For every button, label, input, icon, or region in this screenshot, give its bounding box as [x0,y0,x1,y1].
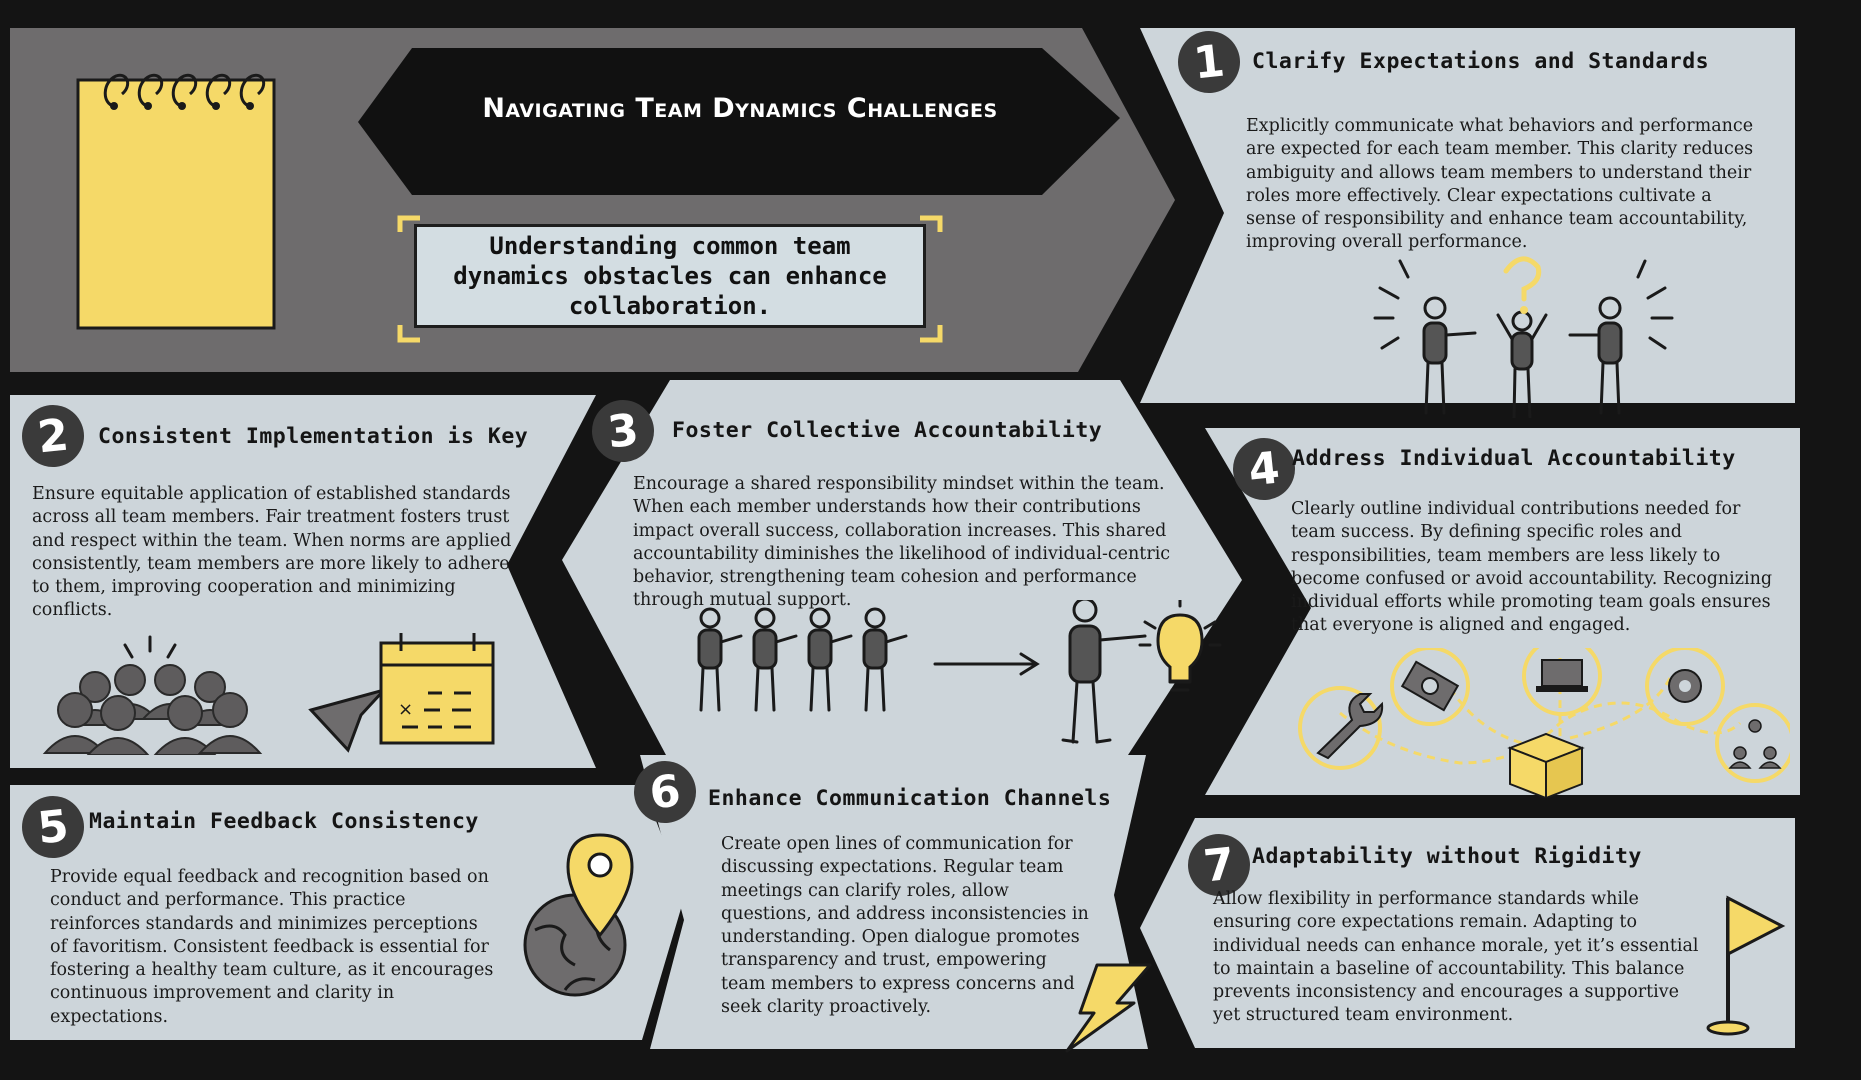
section-1-number: 1 [1175,28,1243,96]
section-1 [1140,28,1800,408]
section-7 [1140,818,1800,1053]
section-6-number: 6 [631,758,699,826]
page-subtitle: Understanding common team dynamics obstacles can enhance collaboration. [414,224,926,328]
team-idea-icon [685,600,1235,754]
section-7-body: Allow flexibility in performance standards while ensuring core expectations remain. Adapting to individual needs can enhance morale, yet it’s essential to maintain a baseline of accountability. This balance prevents inconsistency and encourages a supportive yet structured team environment. [1213,889,1699,1026]
section-6 [630,755,1160,1055]
section-5-title: Maintain Feedback Consistency [89,809,479,834]
section-4-body: Clearly outline individual contributions needed for team success. By defining specific roles and responsibilities, team members are less likely to become confused or avoid accountability. Recognizing individual efforts while promoting team goals ensures that everyone is aligned and engaged. [1291,499,1773,636]
section-7-title: Adaptability without Rigidity [1252,844,1642,869]
section-1-body: Explicitly communicate what behaviors and performance are expected for each team member. This clarity reduces ambiguity and allows team members to understand their roles more effectively. Clear expectations cultivate a sense of responsibility and enhance team accountability, improving overall performance. [1246,116,1754,253]
section-5-number: 5 [19,793,87,861]
header-panel [0,0,1200,380]
section-3 [560,380,1250,760]
section-2-body: Ensure equitable application of established standards across all team members. Fair treatment fosters trust and respect within the team. When norms are applied consistently, team members are more likely to adhere to them, improving cooperation and minimizing conflicts. [32,484,512,621]
section-5 [10,785,700,1045]
svg-text:×: × [398,699,414,720]
section-4-title: Address Individual Accountability [1292,446,1736,471]
section-3-number: 3 [589,397,657,465]
section-1-title: Clarify Expectations and Standards [1252,49,1710,74]
flag-icon [1700,888,1790,1042]
section-3-title: Foster Collective Accountability [672,418,1103,443]
tools-network-icon [1290,648,1790,802]
crowd-icon [40,625,280,759]
people-question-icon [1360,243,1700,422]
section-2-title: Consistent Implementation is Key [98,424,529,449]
section-4 [1205,428,1805,800]
notepad-icon [74,66,284,340]
section-6-body: Create open lines of communication for discussing expectations. Regular team meetings can clarify roles, allow questions, and address inconsistencies in understanding. Open dialogue promotes transparency and trust, empowering team members to express concerns and seek clarity proactively. [721,834,1089,1018]
section-2-number: 2 [19,402,87,470]
section-5-body: Provide equal feedback and recognition based on conduct and performance. This practice reinforces standards and minimizes perceptions of favoritism. Consistent feedback is essential for fostering a healthy team culture, as it encourages continuous improvement and clarity in expectations. [50,867,494,1027]
arrow-calendar-icon [306,625,506,759]
section-3-body: Encourage a shared responsibility mindset within the team. When each member understands how their contributions impact overall success, collaboration increases. This shared accountability diminishes the likelihood of individual-centric behavior, strengthening team cohesion and performance through mutual support. [633,474,1171,611]
section-6-title: Enhance Communication Channels [708,786,1112,811]
section-4-number: 4 [1230,435,1298,503]
map-pin-globe-icon [520,825,640,1009]
section-2 [10,395,610,775]
page-title: Navigating Team Dynamics Challenges [482,93,998,124]
section-7-number: 7 [1185,831,1253,899]
